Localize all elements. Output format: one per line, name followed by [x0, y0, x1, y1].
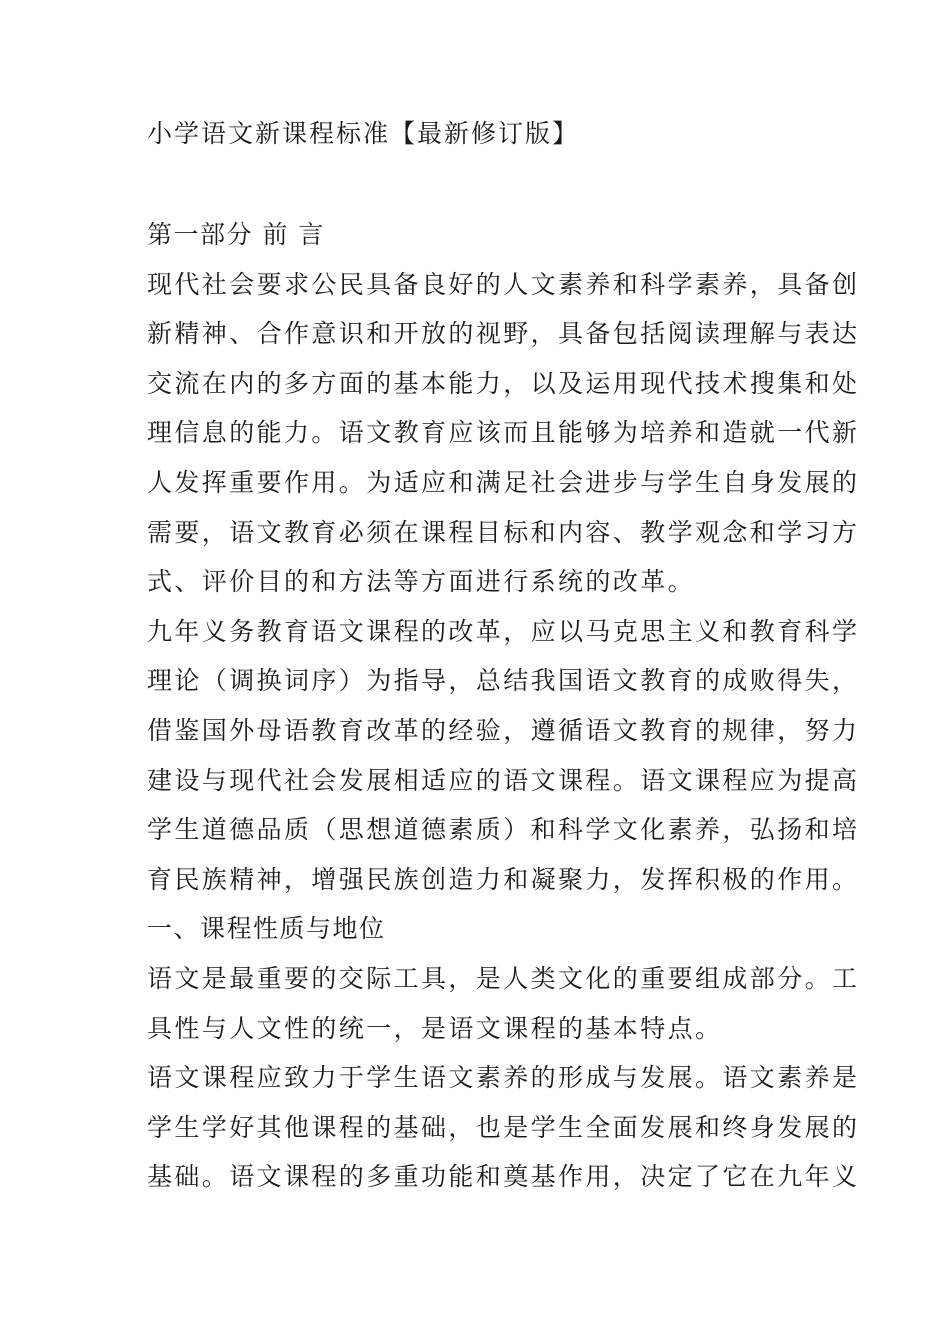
- document-body: [147, 210, 860, 1202]
- section-heading-foreword: 第一部分 前 言: [147, 220, 325, 249]
- text-line: 式、评价目的和方法等方面进行系统的改革。: [147, 567, 696, 597]
- text-line: 需要，语文教育必须在课程目标和内容、教学观念和学习方: [147, 517, 860, 547]
- text-line: 语文是最重要的交际工具，是人类文化的重要组成部分。工: [147, 963, 860, 993]
- text-line: 人发挥重要作用。为适应和满足社会进步与学生自身发展的: [147, 467, 860, 497]
- text-line: 建设与现代社会发展相适应的语文课程。语文课程应为提高: [147, 765, 860, 795]
- section-heading-course-nature: 一、课程性质与地位: [147, 914, 386, 944]
- text-line: 理信息的能力。语文教育应该而且能够为培养和造就一代新: [147, 418, 860, 448]
- document-title: 小学语文新课程标准【最新修订版】: [147, 119, 580, 148]
- text-line: 育民族精神，增强民族创造力和凝聚力，发挥积极的作用。: [147, 864, 860, 894]
- text-line: 理论（调换词序）为指导，总结我国语文教育的成败得失，: [147, 666, 860, 696]
- text-line: 新精神、合作意识和开放的视野，具备包括阅读理解与表达: [147, 319, 860, 349]
- text-line: 学生道德品质（思想道德素质）和科学文化素养，弘扬和培: [147, 815, 860, 845]
- text-line: 基础。语文课程的多重功能和奠基作用，决定了它在九年义: [147, 1162, 860, 1192]
- text-line: 具性与人文性的统一，是语文课程的基本特点。: [147, 1013, 723, 1043]
- text-line: 借鉴国外母语教育改革的经验，遵循语文教育的规律，努力: [147, 715, 860, 745]
- text-line: 现代社会要求公民具备良好的人文素养和科学素养，具备创: [147, 269, 860, 299]
- text-line: 语文课程应致力于学生语文素养的形成与发展。语文素养是: [147, 1063, 860, 1093]
- text-line: 学生学好其他课程的基础，也是学生全面发展和终身发展的: [147, 1112, 860, 1142]
- text-line: 九年义务教育语文课程的改革，应以马克思主义和教育科学: [147, 616, 860, 646]
- text-line: 交流在内的多方面的基本能力，以及运用现代技术搜集和处: [147, 368, 860, 398]
